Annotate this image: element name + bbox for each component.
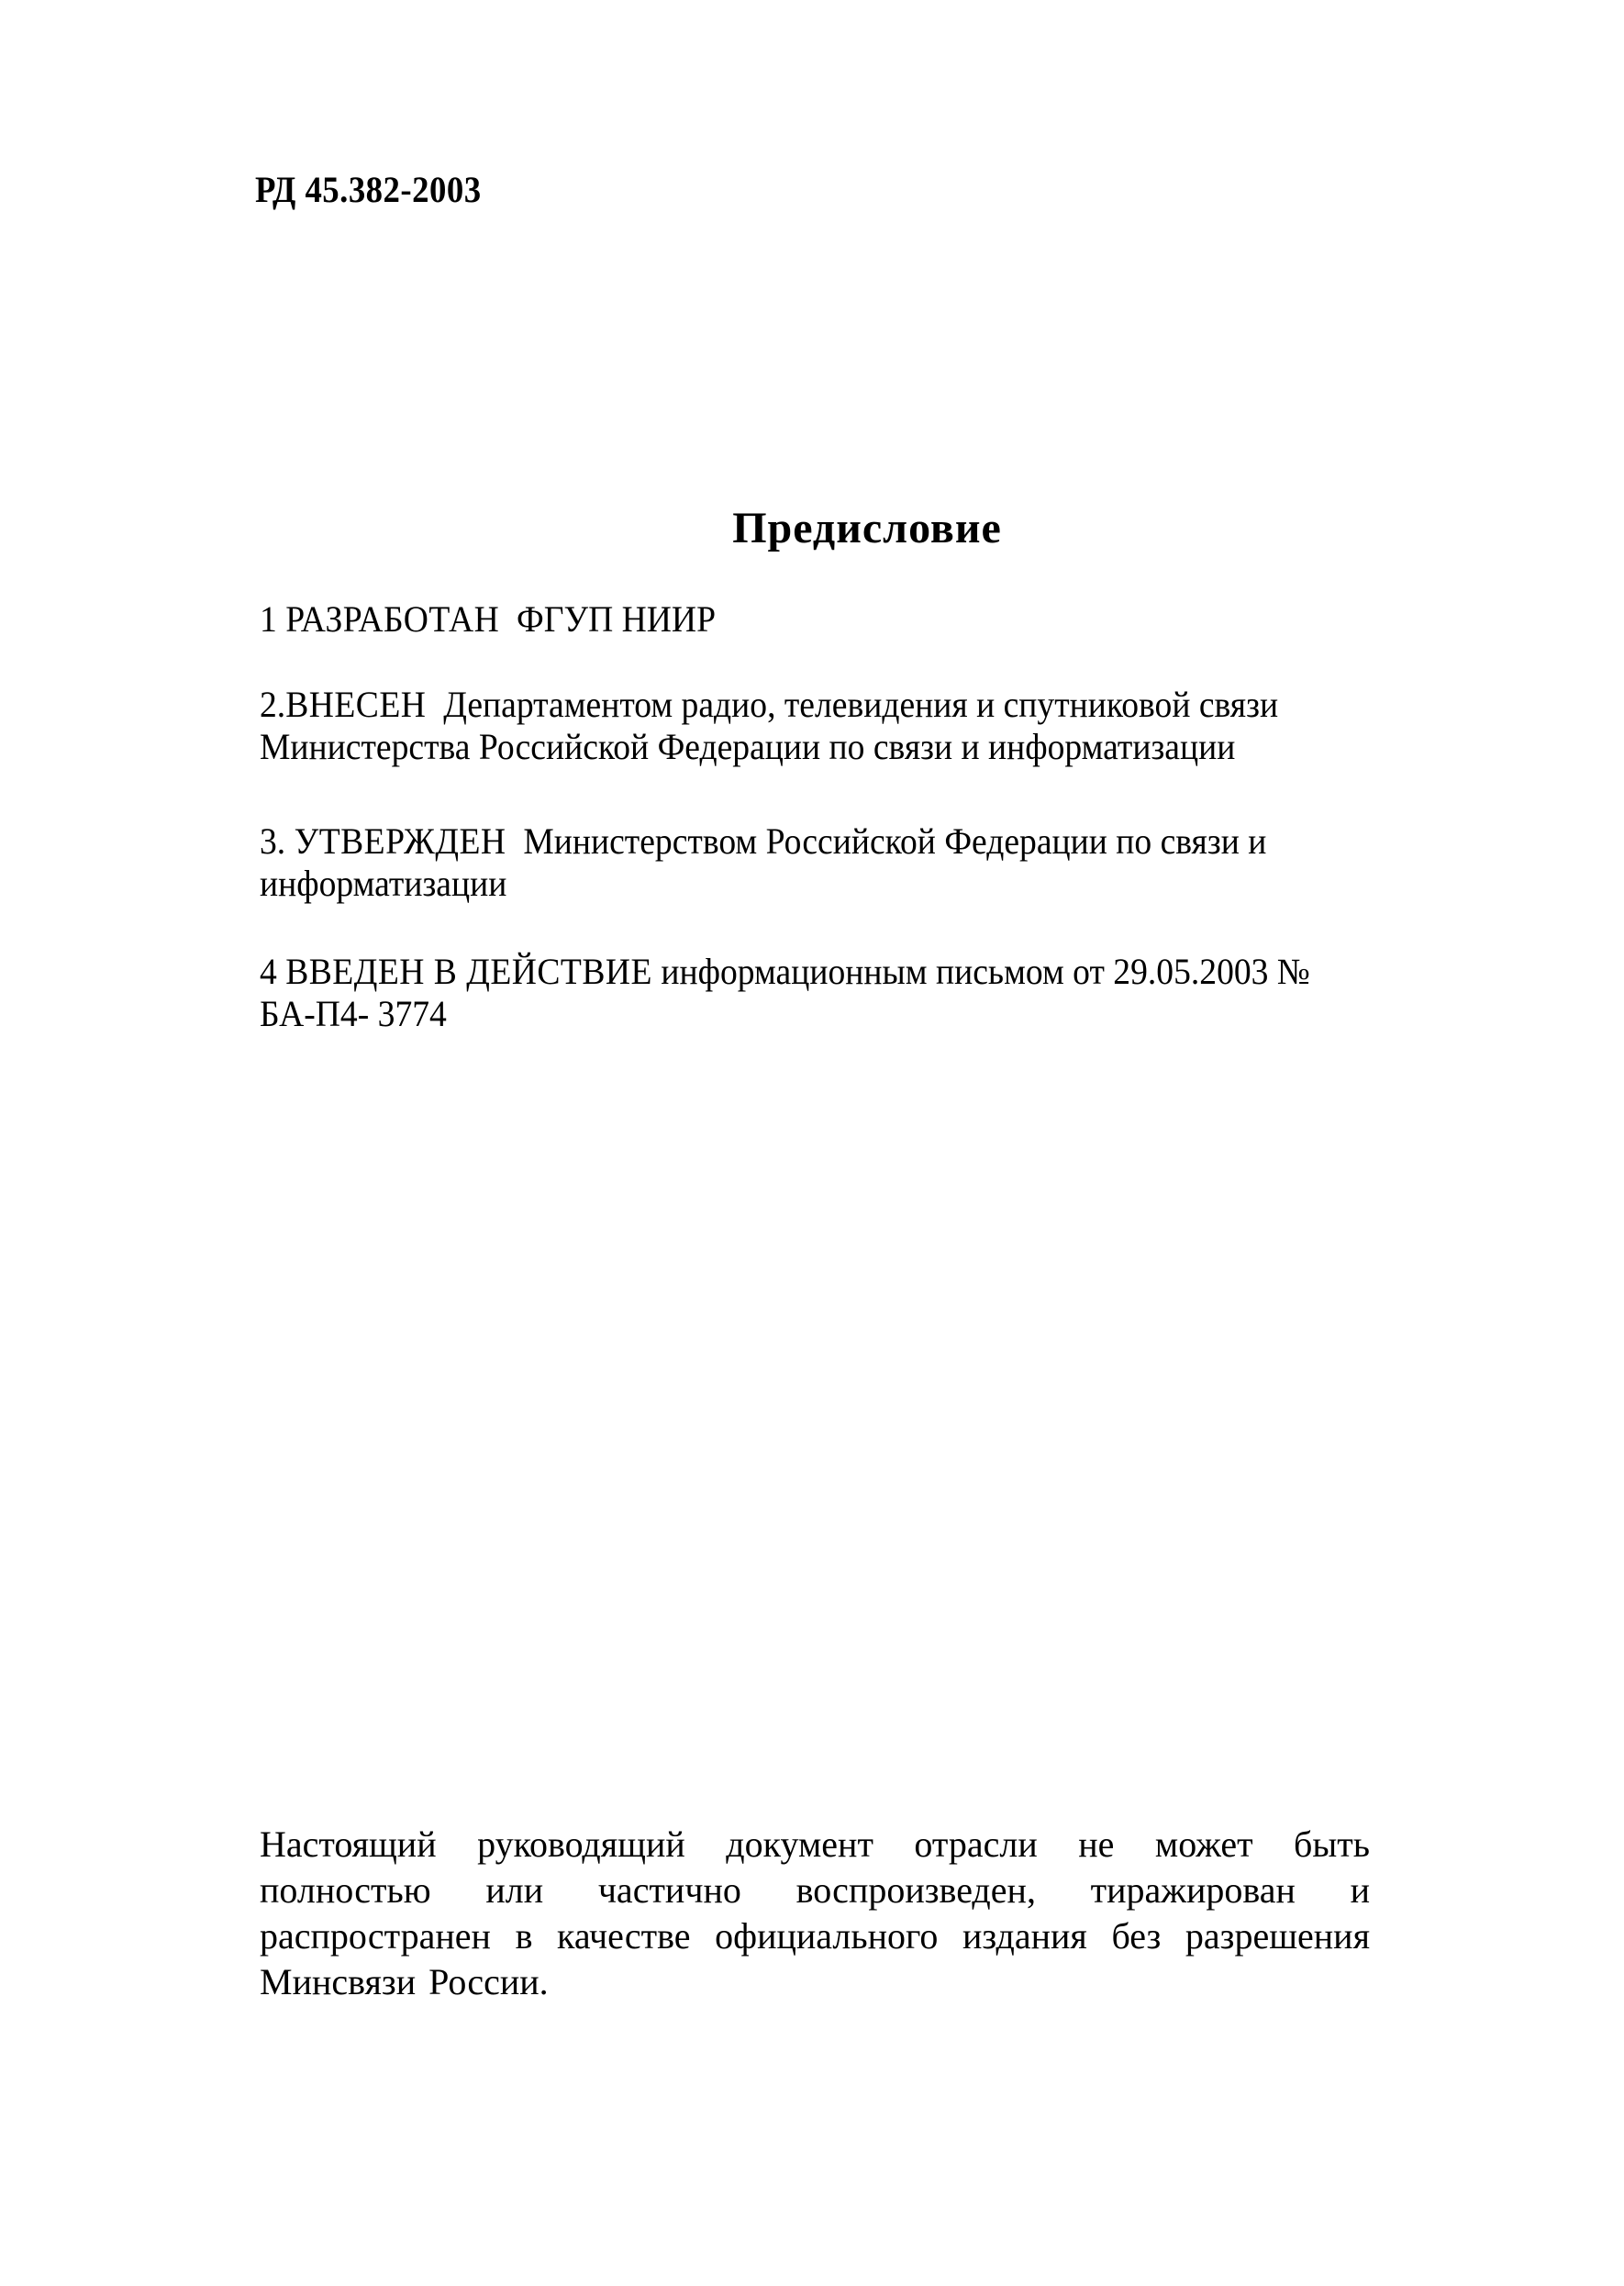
foreword-item-approved	[260, 820, 1317, 905]
item-text: Департаментом радио, телевидения и спутниковой связи Министерства Российской Федерации по связи и информатизации	[260, 684, 1279, 767]
foreword-item-submitted	[260, 684, 1317, 768]
foreword-item-enacted	[260, 951, 1317, 1035]
item-lead: ВВЕДЕН В ДЕЙСТВИЕ	[285, 951, 652, 992]
item-number: 3.	[260, 820, 286, 862]
item-number: 2.	[260, 684, 286, 725]
document-code: РД 45.382-2003	[255, 169, 482, 210]
item-text: ФГУП НИИР	[517, 598, 716, 640]
item-lead: ВНЕСЕН	[285, 684, 427, 725]
item-number: 1	[260, 598, 277, 640]
foreword-item-developed	[260, 598, 1317, 641]
copyright-notice: Настоящий руководящий документ отрасли не может быть полностью или частично воспроизведен, тиражирован и распространен в качестве официального издания без разрешения Минсвязи России.	[260, 1823, 1370, 2002]
item-number: 4	[260, 951, 277, 992]
item-text: Министерством Российской Федерации по связи и информатизации	[260, 820, 1267, 904]
item-lead: РАЗРАБОТАН	[285, 598, 500, 640]
item-text: информационным письмом от 29.05.2003 № БА-П4- 3774	[260, 951, 1310, 1034]
page-title: Предисловие	[732, 504, 1002, 552]
item-lead: УТВЕРЖДЕН	[294, 820, 506, 862]
